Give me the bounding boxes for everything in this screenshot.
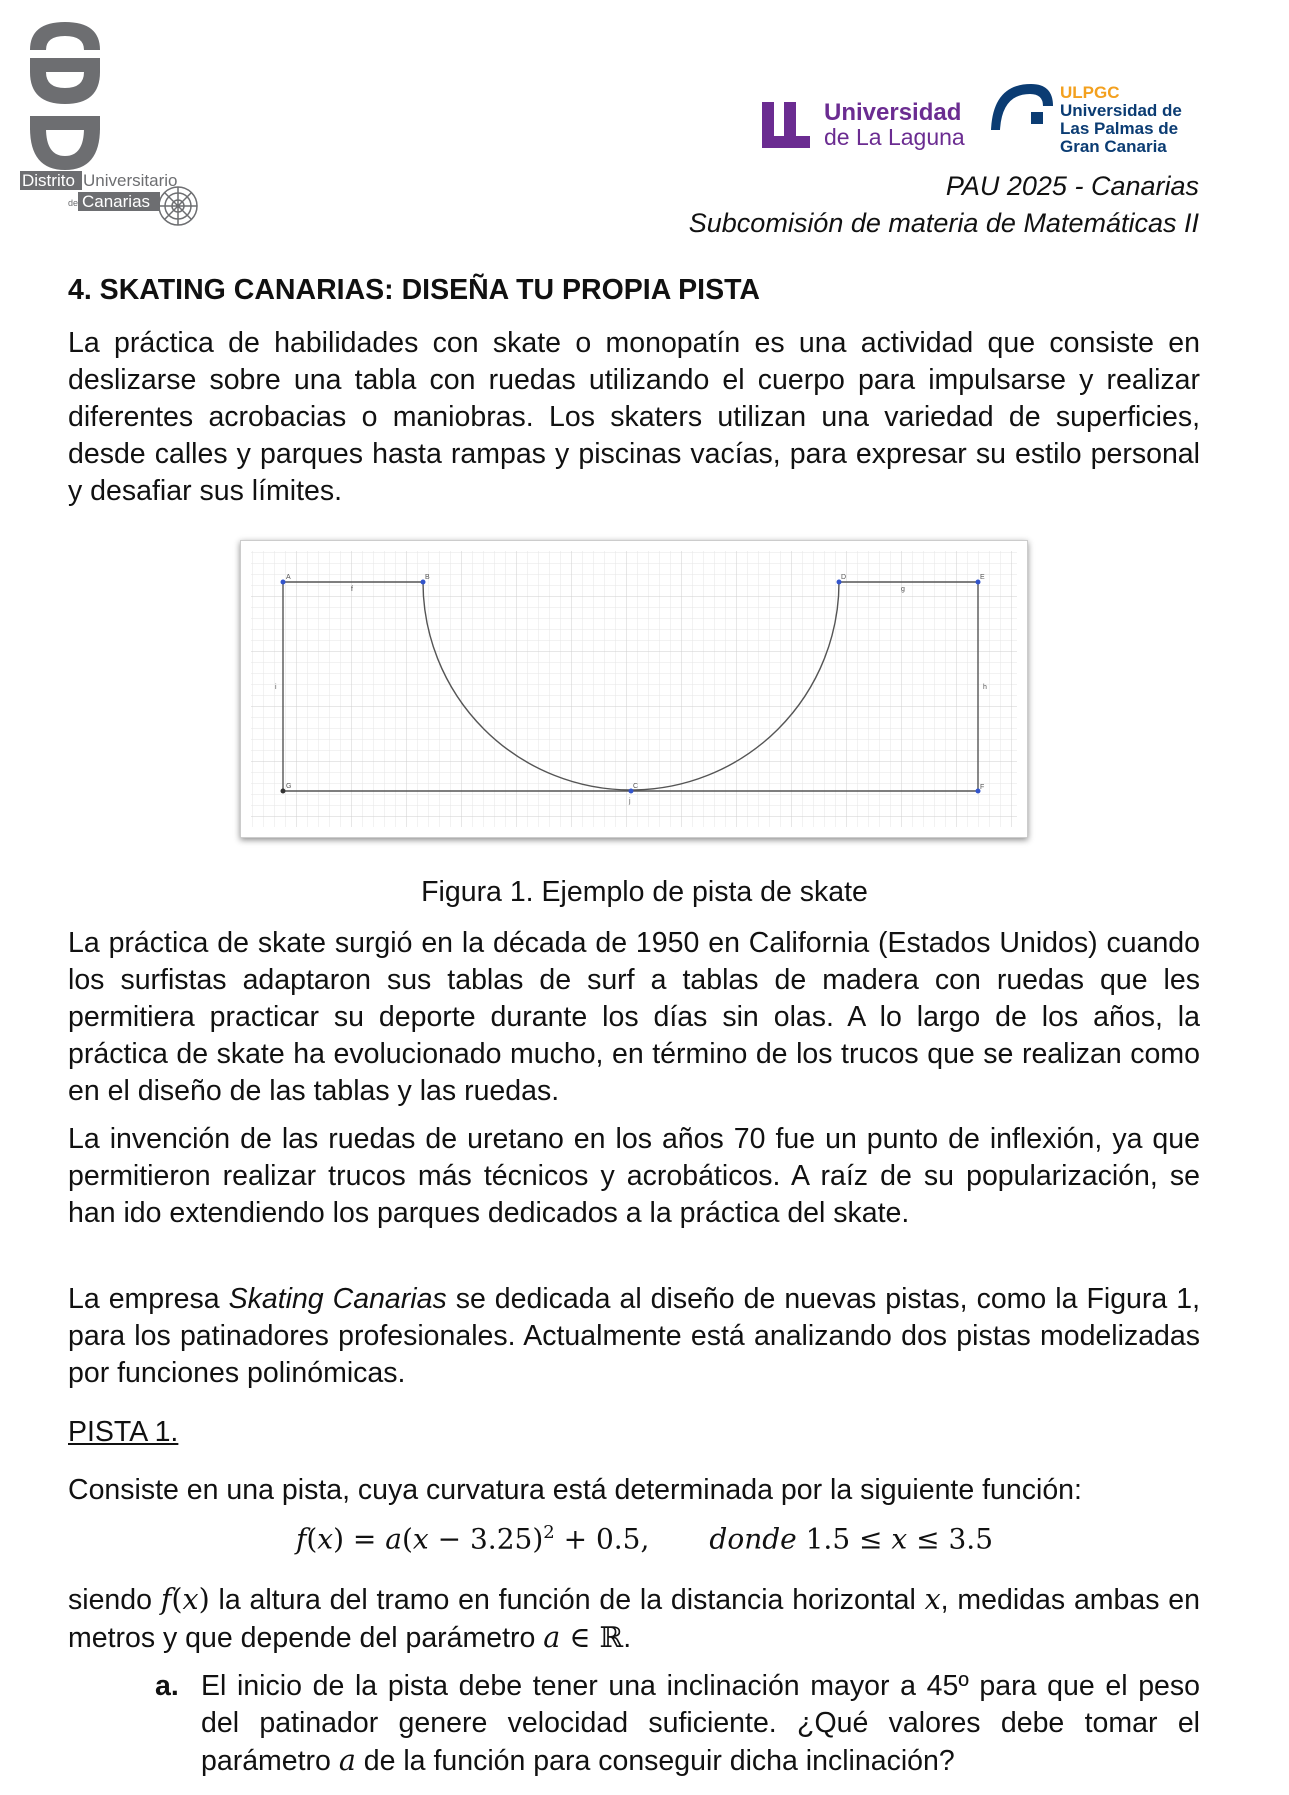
skate-track-diagram <box>241 541 1027 837</box>
intro-paragraph: La práctica de habilidades con skate o monopatín es una actividad que consiste en deslizarse sobre una tabla con ruedas utilizando el cuerpo para impulsarse y realizar diferentes acrobacias o maniobras. Los skaters utilizan una variedad de superficies, desde calles y parques hasta rampas y piscinas vacías, para expresar su estilo personal y desafiar sus límites. <box>68 327 1200 507</box>
formula-eq: ) = <box>333 1522 386 1556</box>
formula-a: a <box>385 1522 402 1556</box>
exam-title: PAU 2025 - Canarias <box>945 171 1199 201</box>
formula-rest: − 3.25) <box>428 1522 544 1556</box>
desc-text-2: la altura del tramo en función de la distancia horizontal <box>209 1584 925 1616</box>
desc-text-3: , medidas ambas en metros y que depende del parámetro <box>68 1584 1201 1654</box>
company-paragraph <box>68 1281 1200 1392</box>
formula-donde: donde <box>709 1522 797 1556</box>
desc-open: ( <box>171 1583 183 1616</box>
figure-caption: Figura 1. Ejemplo de pista de skate <box>421 876 868 908</box>
ull-logo <box>758 100 988 152</box>
duc-seal-icon <box>159 187 197 225</box>
formula-range-end: ≤ 3.5 <box>907 1522 994 1556</box>
header-info <box>689 168 1199 242</box>
formula-x2: x <box>412 1522 429 1556</box>
formula-f: f <box>295 1522 307 1556</box>
ulpgc-name-line2: Las Palmas de <box>1060 119 1179 138</box>
desc-in-reals: ∈ ℝ <box>560 1621 624 1654</box>
skate-track-figure <box>240 540 1028 838</box>
label-segment-h: h <box>983 684 987 691</box>
point-g <box>281 789 286 794</box>
company-text-after: se dedicada al diseño de nuevas pistas, como la Figura 1, para los patinadores profesionales. Actualmente está analizando dos pistas modelizadas por funciones polinómicas. <box>68 1283 1200 1389</box>
ulpgc-mark-icon <box>985 76 1055 136</box>
desc-close: ) <box>198 1583 210 1616</box>
duc-text <box>20 171 197 225</box>
duc-text-distrito: Distrito <box>22 171 75 190</box>
label-segment-i: i <box>275 684 277 691</box>
pista1-intro: Consiste en una pista, cuya curvatura está determinada por la siguiente función: <box>68 1474 1082 1506</box>
label-g-point: G <box>286 783 292 790</box>
desc-end: . <box>623 1622 632 1654</box>
label-e: E <box>980 574 985 581</box>
desc-text-1: siendo <box>68 1584 161 1616</box>
label-b: B <box>425 574 430 581</box>
formula-paren: ( <box>401 1522 413 1556</box>
ulpgc-name-line3: Gran Canaria <box>1060 137 1167 156</box>
label-a: A <box>286 574 291 581</box>
ulpgc-logo <box>985 76 1215 161</box>
ull-name-line1: Universidad <box>824 99 962 126</box>
label-d: D <box>841 574 847 581</box>
ulpgc-name-line1: Universidad de <box>1060 101 1182 120</box>
ull-name-line2: de La Laguna <box>824 124 965 150</box>
desc-a: a <box>543 1621 561 1654</box>
ulpgc-acronym: ULPGC <box>1060 83 1120 102</box>
formula-x3: x <box>891 1522 908 1556</box>
question-a-text <box>201 1668 1200 1780</box>
formula-x1: x <box>317 1522 334 1556</box>
question-a-text-1: El inicio de la pista debe tener una inclinación mayor a 45º para que el peso del patinador genere velocidad suficiente. ¿Qué valores debe tomar el parámetro <box>201 1670 1200 1777</box>
duc-text-de: de <box>68 198 79 208</box>
desc-x2: x <box>924 1583 941 1616</box>
function-description <box>68 1581 1200 1657</box>
pista1-heading: PISTA 1. <box>68 1416 179 1448</box>
duc-logo <box>20 20 230 240</box>
track-formula <box>0 1522 1289 1555</box>
question-a-param: a <box>338 1744 356 1777</box>
ull-mark-icon <box>758 100 814 150</box>
desc-f: f <box>160 1583 172 1616</box>
formula-exponent: 2 <box>543 1522 555 1543</box>
label-segment-f: f <box>351 586 353 593</box>
label-c: C <box>633 783 639 790</box>
duc-text-canarias: Canarias <box>82 192 151 211</box>
label-segment-j: j <box>629 798 631 805</box>
formula-tail: + 0.5, <box>554 1522 650 1556</box>
duc-text-universitario: Universitario <box>83 171 178 190</box>
label-segment-g: g <box>901 586 905 593</box>
desc-x: x <box>182 1583 199 1616</box>
history-paragraph: La práctica de skate surgió en la década de 1950 en California (Estados Unidos) cuando los surfistas adaptaron sus tablas de surf a tablas de madera con ruedas que les permitiera practicar su deporte durante los días sin olas. A lo largo de los años, la práctica de skate ha evolucionado mucho, en término de los trucos que se realizan como en el diseño de las tablas y las ruedas. <box>68 927 1200 1107</box>
formula-open: ( <box>306 1522 318 1556</box>
point-a <box>281 580 286 585</box>
company-name: Skating Canarias <box>228 1283 447 1315</box>
company-text-before: La empresa <box>68 1283 229 1315</box>
section-title: 4. SKATING CANARIAS: DISEÑA TU PROPIA PISTA <box>68 274 760 306</box>
question-a-text-2: de la función para conseguir dicha inclinación? <box>355 1745 955 1777</box>
label-f-point: F <box>980 784 985 791</box>
question-a-label: a. <box>155 1670 179 1702</box>
wheels-paragraph: La invención de las ruedas de uretano en los años 70 fue un punto de inflexión, ya que permitieron realizar trucos más técnicos y acrobáticos. A raíz de su popularización, se han ido extendiendo los parques dedicados a la práctica del skate. <box>68 1123 1200 1229</box>
formula-range: 1.5 ≤ <box>796 1522 892 1556</box>
subcommission-title: Subcomisión de materia de Matemáticas II <box>688 208 1199 238</box>
